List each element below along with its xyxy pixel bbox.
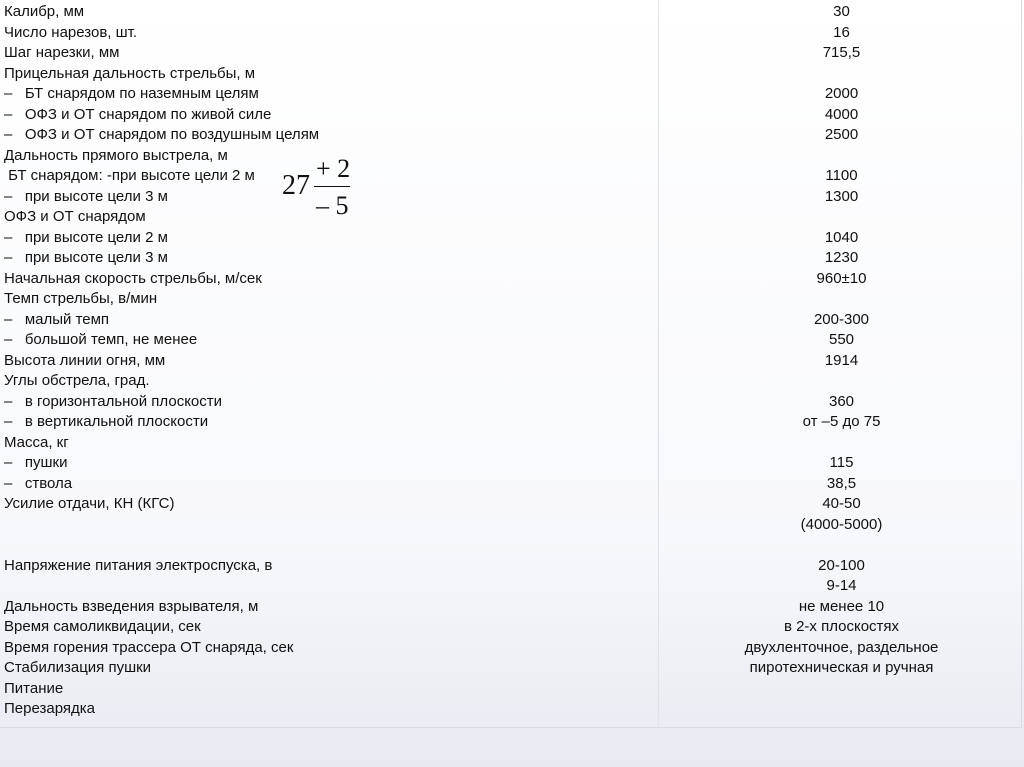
- row-value: 30: [833, 3, 850, 20]
- table-row: [0, 105, 1021, 125]
- row-value: 1100: [825, 167, 858, 184]
- row-label: Стабилизация пушки: [4, 659, 152, 676]
- row-label: Начальная скорость стрельбы, м/сек: [4, 269, 262, 287]
- formula-whole: 27: [282, 170, 310, 201]
- table-row: [0, 535, 1021, 555]
- table-row: [0, 187, 1021, 207]
- row-value: 200-300: [813, 310, 870, 328]
- row-label: Прицельная дальность стрельбы, м: [4, 64, 256, 82]
- table-row: [0, 453, 1021, 473]
- table-row: [0, 556, 1021, 576]
- row-label: – в вертикальной плоскости: [4, 413, 209, 430]
- table-row: [0, 289, 1021, 309]
- table-row: [0, 515, 1021, 535]
- row-label: Темп стрельбы, в/мин: [4, 290, 158, 307]
- table-row: [0, 412, 1021, 432]
- table-row: [0, 248, 1021, 268]
- row-value: двухленточное, раздельное: [744, 638, 939, 656]
- row-label: – при высоте цели 2 м: [4, 228, 168, 246]
- table-row: [0, 23, 1021, 43]
- row-label: Масса, кг: [4, 433, 69, 451]
- row-value: 1230: [824, 249, 859, 266]
- table-row: [0, 43, 1021, 63]
- row-label: – малый темп: [4, 310, 110, 328]
- table-row: [0, 474, 1021, 494]
- table-row: [0, 166, 1021, 186]
- row-value: 40-50: [822, 495, 861, 512]
- table-row: [0, 2, 1021, 22]
- row-value: 38,5: [826, 474, 857, 492]
- table-row: [0, 658, 1021, 678]
- formula-denominator: – 5: [316, 191, 349, 220]
- table-row: [0, 310, 1021, 330]
- table-row: [0, 638, 1021, 658]
- row-label: ОФЗ и ОТ снарядом: [4, 208, 146, 225]
- row-label: Время горения трассера ОТ снаряда, сек: [4, 638, 294, 656]
- row-value: 1040: [824, 228, 859, 246]
- row-label: Дальность взведения взрывателя, м: [4, 597, 259, 615]
- row-label: – ствола: [4, 474, 73, 492]
- row-value: 20-100: [818, 556, 865, 574]
- table-row: [0, 269, 1021, 289]
- row-value: в 2-х плоскостях: [783, 618, 900, 635]
- row-value: 715,5: [822, 44, 861, 61]
- table-row: [0, 597, 1021, 617]
- row-label: – ОФЗ и ОТ снарядом по живой силе: [4, 105, 272, 123]
- row-label: Углы обстрела, град.: [4, 372, 150, 389]
- row-label: Перезарядка: [4, 700, 95, 717]
- row-label: – большой темп, не менее: [4, 331, 198, 348]
- row-value: от –5 до 75: [802, 413, 881, 430]
- row-value: 360: [828, 392, 855, 410]
- row-label: Дальность прямого выстрела, м: [4, 146, 228, 164]
- row-label: – пушки: [4, 454, 68, 471]
- table-row: [0, 125, 1021, 145]
- table-row: [0, 699, 1021, 719]
- row-label: Калибр, мм: [4, 3, 85, 20]
- row-label: Число нарезов, шт.: [4, 23, 138, 41]
- table-row: [0, 146, 1021, 166]
- table-row: [0, 330, 1021, 350]
- table-row: [0, 576, 1021, 596]
- table-row: [0, 64, 1021, 84]
- formula-numerator: + 2: [316, 154, 351, 183]
- row-value: 1914: [824, 351, 859, 369]
- row-label: – в горизонтальной плоскости: [4, 392, 223, 410]
- row-label: – ОФЗ и ОТ снарядом по воздушным целям: [4, 126, 320, 143]
- row-label: Шаг нарезки, мм: [4, 44, 120, 61]
- row-value: (4000-5000): [800, 515, 883, 533]
- row-value: не менее 10: [798, 597, 885, 615]
- row-label: Напряжение питания электроспуска, в: [4, 556, 273, 574]
- fraction-formula: [282, 153, 362, 225]
- row-value: 960±10: [816, 269, 867, 287]
- row-label: Время самоликвидации, сек: [4, 618, 201, 635]
- row-value: 550: [828, 331, 855, 348]
- row-value: 9-14: [826, 577, 857, 594]
- row-value: 115: [829, 454, 854, 471]
- row-label: Высота линии огня, мм: [4, 351, 166, 369]
- table-row: [0, 494, 1021, 514]
- row-label: Питание: [4, 679, 64, 697]
- formula-fraction-bar: [314, 186, 350, 187]
- table-row: [0, 84, 1021, 104]
- table-row: [0, 207, 1021, 227]
- row-value: 4000: [824, 105, 859, 123]
- row-value: пиротехническая и ручная: [749, 659, 934, 676]
- table-row: [0, 392, 1021, 412]
- table-row: [0, 433, 1021, 453]
- table-row: [0, 371, 1021, 391]
- row-label: – при высоте цели 3 м: [4, 187, 168, 205]
- row-label: Усилие отдачи, КН (КГС): [4, 495, 175, 512]
- row-value: 16: [833, 23, 850, 41]
- row-label: – при высоте цели 3 м: [4, 249, 168, 266]
- row-value: 2500: [824, 126, 859, 143]
- table-row: [0, 228, 1021, 248]
- table-row: [0, 617, 1021, 637]
- row-label: БТ снарядом: -при высоте цели 2 м: [4, 167, 255, 184]
- row-label: – БТ снарядом по наземным целям: [4, 85, 259, 102]
- row-value: 1300: [824, 187, 859, 205]
- table-row: [0, 679, 1021, 699]
- table-row: [0, 351, 1021, 371]
- row-value: 2000: [824, 85, 859, 102]
